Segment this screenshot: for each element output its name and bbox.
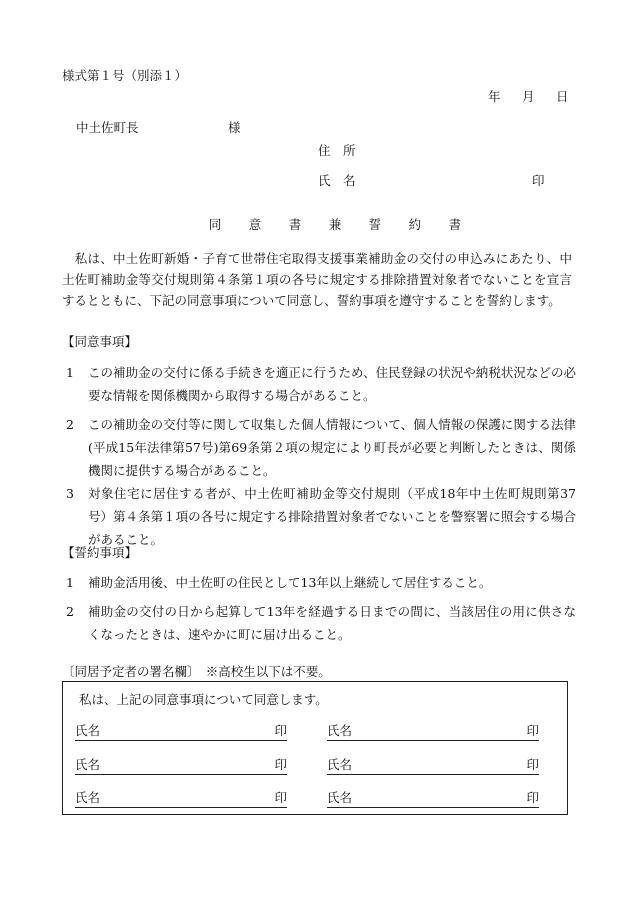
date-year-label: 年 <box>488 89 501 104</box>
signature-seal: 印 <box>274 723 287 738</box>
document-title <box>203 215 467 233</box>
signature-name-label: 氏名 <box>327 790 353 805</box>
signature-name-label: 氏名 <box>75 723 101 738</box>
item-text: この補助金の交付等に関して収集した個人情報について、個人情報の保護に関する法律(平成15年法律第57号)第69条第２項の規定により町長が必要と判断したときは、関係機関に提供する場合があること。 <box>88 417 576 478</box>
form-number: 様式第１号（別添１） <box>62 68 188 83</box>
signature-seal: 印 <box>526 723 539 738</box>
addressee-honorific: 様 <box>228 120 241 135</box>
item-number: 1 <box>66 365 74 380</box>
item-text: 対象住宅に居住する者が、中土佐町補助金等交付規則（平成18年中土佐町規則第37号）第４条第１項の各号に規定する排除措置対象者でないことを警察署に照会する場合があること。 <box>88 486 576 547</box>
signature-line[interactable] <box>75 724 287 741</box>
name-label: 氏 名 <box>318 173 356 188</box>
item-number: 2 <box>66 604 74 619</box>
consent-item <box>66 413 576 482</box>
cohabitant-heading: 〔同居予定者の署名欄〕 ※高校生以下は不要。 <box>62 664 331 679</box>
pledge-heading: 【誓約事項】 <box>62 545 138 560</box>
title-char: 書 <box>448 217 462 232</box>
applicant-seal: 印 <box>532 173 545 188</box>
title-char: 兼 <box>328 217 342 232</box>
signature-seal: 印 <box>274 757 287 772</box>
signature-name-label: 氏名 <box>75 757 101 772</box>
item-number: 1 <box>66 575 74 590</box>
signature-line[interactable] <box>75 758 287 775</box>
title-char: 書 <box>288 217 302 232</box>
pledge-item <box>66 600 576 646</box>
item-text: 補助金活用後、中土佐町の住民として13年以上継続して居住すること。 <box>88 575 492 590</box>
date-month-label: 月 <box>522 89 535 104</box>
consent-item <box>66 482 576 551</box>
consent-heading: 【同意事項】 <box>62 334 138 349</box>
agreement-statement: 私は、上記の同意事項について同意します。 <box>79 692 328 707</box>
title-char: 誓 <box>368 217 382 232</box>
signature-seal: 印 <box>526 757 539 772</box>
signature-name-label: 氏名 <box>327 723 353 738</box>
item-number: 3 <box>66 486 74 501</box>
cohabitant-signature-box <box>62 681 568 815</box>
signature-line[interactable] <box>75 791 287 808</box>
title-char: 約 <box>408 217 422 232</box>
item-text: この補助金の交付に係る手続きを適正に行うため、住民登録の状況や納税状況などの必要な情報を関係機関から取得する場合があること。 <box>88 365 576 403</box>
item-number: 2 <box>66 417 74 432</box>
consent-item <box>66 361 576 407</box>
signature-line[interactable] <box>327 791 539 808</box>
title-char: 同 <box>208 217 222 232</box>
title-char: 意 <box>248 217 262 232</box>
pledge-item <box>66 571 576 594</box>
date-day-label: 日 <box>556 89 569 104</box>
signature-name-label: 氏名 <box>327 757 353 772</box>
signature-seal: 印 <box>274 790 287 805</box>
item-text: 補助金の交付の日から起算して13年を経過する日までの間に、当該居住の用に供さなくなったときは、速やかに町に届け出ること。 <box>88 604 576 642</box>
addressee: 中土佐町長 <box>76 120 139 135</box>
signature-name-label: 氏名 <box>75 790 101 805</box>
signature-seal: 印 <box>526 790 539 805</box>
signature-line[interactable] <box>327 758 539 775</box>
signature-line[interactable] <box>327 724 539 741</box>
intro-paragraph: 私は、中土佐町新婚・子育て世帯住宅取得支援事業補助金の交付の申込みにあたり、中土佐町補助金等交付規則第４条第１項の各号に規定する排除措置対象者でないことを宣言するとともに、下記の同意事項について同意し、誓約事項を遵守することを誓約します。 <box>62 251 572 308</box>
address-label: 住 所 <box>318 143 356 158</box>
